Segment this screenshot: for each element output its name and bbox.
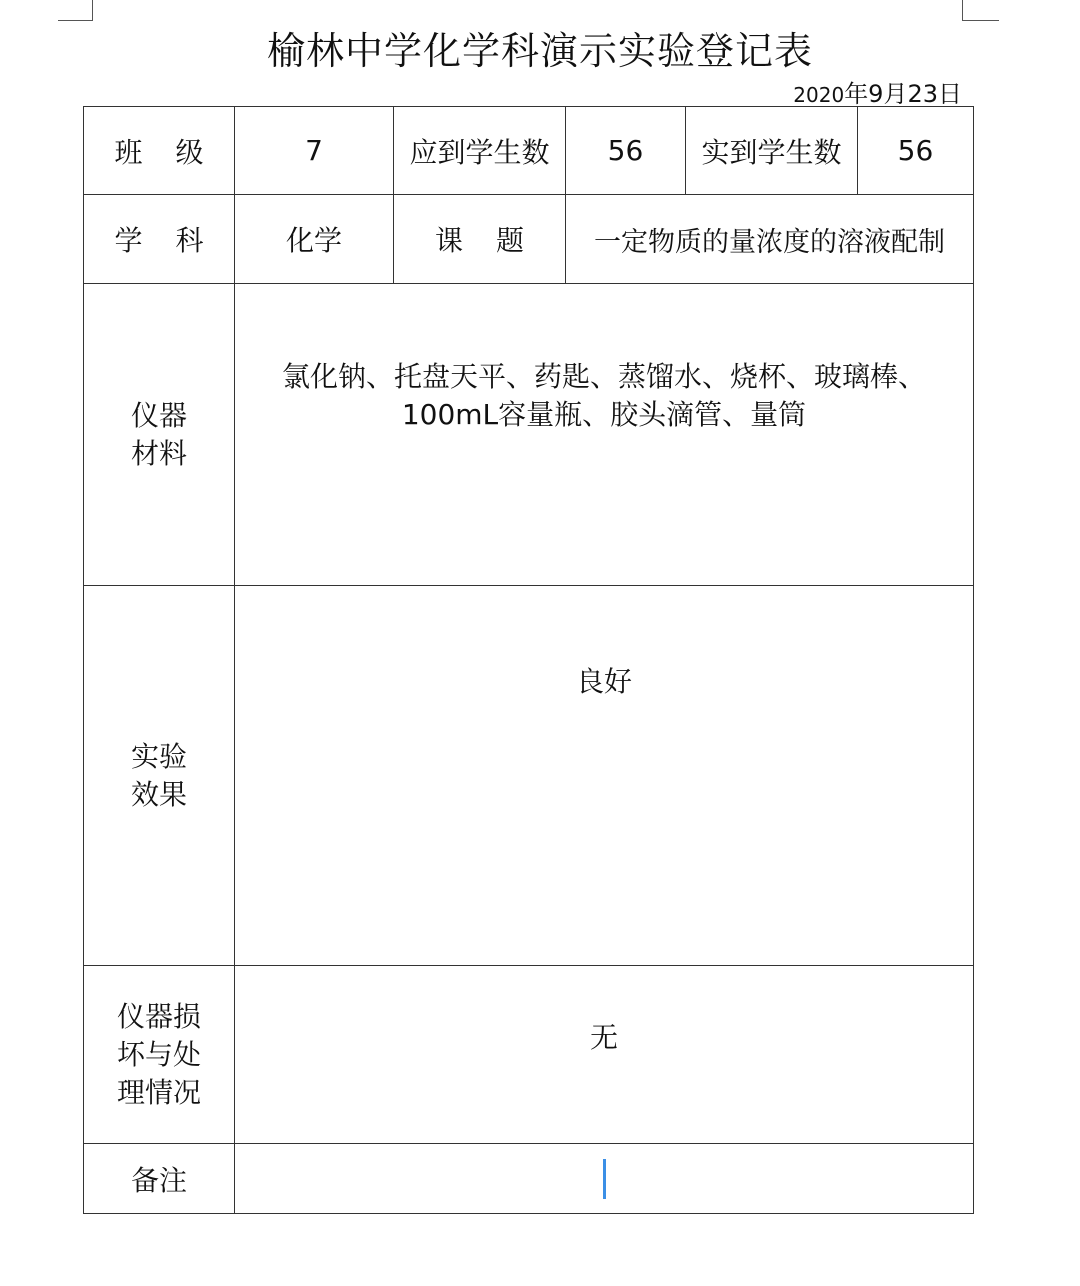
effect-text: 良好 [575, 665, 632, 698]
class-value[interactable]: 7 [235, 107, 394, 195]
damage-value[interactable] [235, 966, 974, 1144]
materials-value[interactable] [235, 284, 974, 586]
materials-label-line: 仪器 [130, 398, 187, 432]
page-corner-mark-left [58, 0, 93, 21]
subject-label: 学 科 [84, 195, 235, 284]
expected-students-label: 应到学生数 [394, 107, 566, 195]
remarks-label: 备注 [84, 1144, 235, 1214]
materials-line: 100mL容量瓶、胶头滴管、量筒 [401, 398, 807, 431]
table-row-damage [84, 966, 974, 1144]
damage-label-line: 坏与处 [116, 1037, 201, 1071]
damage-label-line: 仪器损 [116, 999, 201, 1033]
damage-label-line: 理情况 [116, 1075, 201, 1109]
date-month-day: 年9月23日 [844, 80, 962, 108]
table-row-subject [84, 195, 974, 284]
document-title: 榆林中学化学科演示实验登记表 [266, 29, 813, 73]
topic-value[interactable]: 一定物质的量浓度的溶液配制 [566, 195, 974, 284]
materials-line: 氯化钠、托盘天平、药匙、蒸馏水、烧杯、玻璃棒、 [281, 360, 926, 393]
materials-label [84, 284, 235, 586]
page-corner-mark-right [962, 0, 999, 21]
effect-label [84, 586, 235, 966]
actual-students-label: 实到学生数 [686, 107, 858, 195]
damage-label [84, 966, 235, 1144]
table-row-remarks [84, 1144, 974, 1214]
effect-label-line: 实验 [130, 739, 187, 773]
class-label: 班 级 [84, 107, 235, 195]
document-date [793, 74, 962, 109]
table-row-materials [84, 284, 974, 586]
subject-value[interactable]: 化学 [235, 195, 394, 284]
text-cursor [603, 1159, 606, 1199]
table-row-class [84, 107, 974, 195]
effect-label-line: 效果 [130, 777, 187, 811]
topic-label: 课 题 [394, 195, 566, 284]
remarks-value[interactable] [235, 1144, 974, 1214]
date-year: 2020 [793, 83, 845, 107]
damage-text: 无 [589, 1021, 618, 1054]
actual-students-value[interactable]: 56 [858, 107, 974, 195]
registration-table [83, 106, 974, 1214]
effect-value[interactable] [235, 586, 974, 966]
expected-students-value[interactable]: 56 [566, 107, 686, 195]
materials-label-line: 材料 [130, 436, 187, 470]
table-row-effect [84, 586, 974, 966]
